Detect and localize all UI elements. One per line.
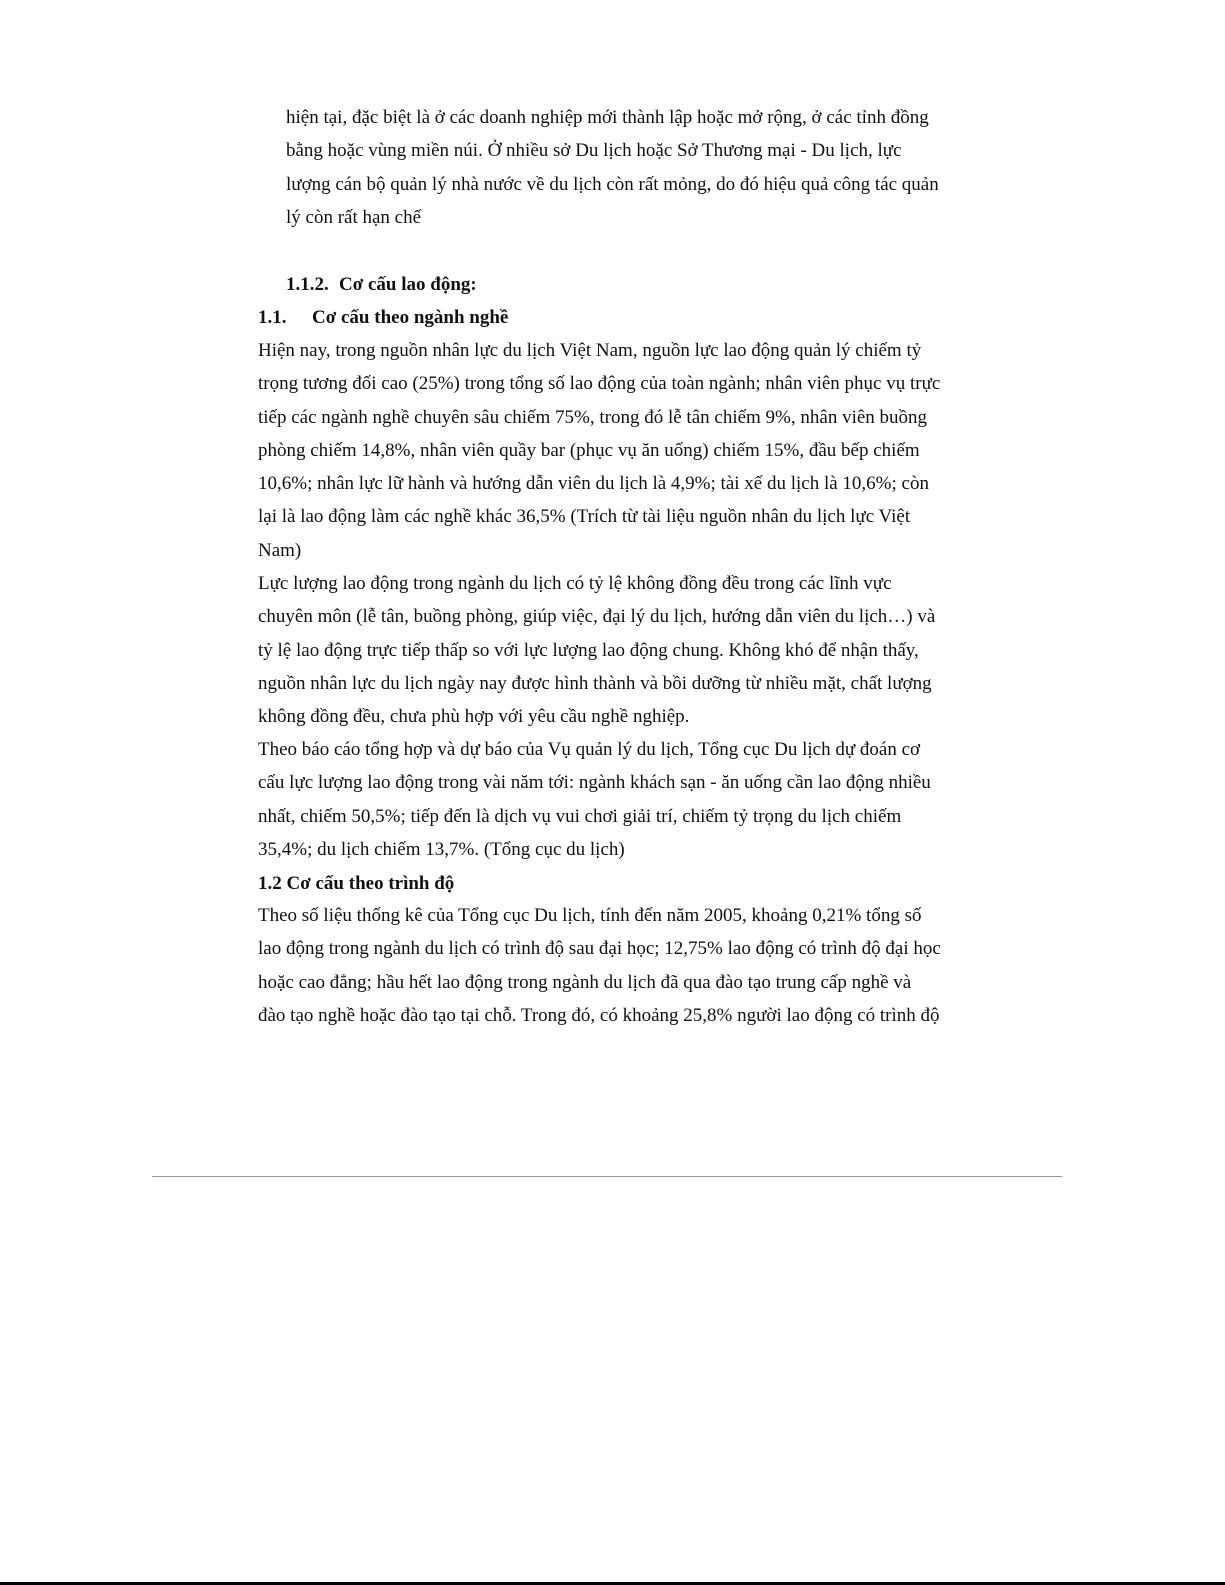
text-line: Nam) xyxy=(258,539,302,561)
text-line: Hiện nay, trong nguồn nhân lực du lịch Việt Nam, nguồn lực lao động quản lý chiếm tỷ xyxy=(258,340,922,361)
text-line: nguồn nhân lực du lịch ngày nay được hình thành và bồi dưỡng từ nhiều mặt, chất lượng xyxy=(258,672,932,694)
text-line: Theo số liệu thống kê của Tổng cục Du lịch, tính đến năm 2005, khoảng 0,21% tổng số xyxy=(258,905,922,926)
text-line: hoặc cao đẳng; hầu hết lao động trong ngành du lịch đã qua đào tạo trung cấp nghề và xyxy=(258,971,912,993)
text-line: nhất, chiếm 50,5%; tiếp đến là dịch vụ vui chơi giải trí, chiếm tỷ trọng du lịch chiếm xyxy=(258,805,902,827)
section-title: 1.2 Cơ cấu theo trình độ xyxy=(258,873,455,894)
footnote-divider xyxy=(152,1176,1062,1177)
text-line: lượng cán bộ quản lý nhà nước về du lịch còn rất mỏng, do đó hiệu quả công tác quản xyxy=(286,173,939,195)
body-paragraph xyxy=(258,733,931,866)
section-number: 1.1.2. xyxy=(286,274,329,295)
text-line: bằng hoặc vùng miền núi. Ở nhiều sở Du lịch hoặc Sở Thương mại - Du lịch, lực xyxy=(286,140,902,162)
body-paragraph xyxy=(258,334,940,567)
text-line: 10,6%; nhân lực lữ hành và hướng dẫn viên du lịch là 4,9%; tài xế du lịch là 10,6%; còn xyxy=(258,473,929,495)
text-line: tiếp các ngành nghề chuyên sâu chiếm 75%, trong đó lễ tân chiếm 9%, nhân viên buồng xyxy=(258,406,928,428)
text-line: không đồng đều, chưa phù hợp với yêu cầu nghề nghiệp. xyxy=(258,706,690,728)
section-title: Cơ cấu lao động: xyxy=(339,274,477,295)
text-line: trọng tương đối cao (25%) trong tổng số lao động của toàn ngành; nhân viên phục vụ trực xyxy=(258,373,941,395)
text-line: tỷ lệ lao động trực tiếp thấp so với lực lượng lao động chung. Không khó để nhận thấy, xyxy=(258,639,919,661)
section-heading-1-1-2 xyxy=(286,274,477,296)
text-line: lại là lao động làm các nghề khác 36,5% (Trích từ tài liệu nguồn nhân du lịch lực Việt xyxy=(258,506,911,528)
section-heading-1-1 xyxy=(258,307,508,329)
body-paragraph xyxy=(258,567,935,733)
text-line: chuyên môn (lễ tân, buồng phòng, giúp việc, đại lý du lịch, hướng dẫn viên du lịch…) và xyxy=(258,606,936,628)
text-line: Theo báo cáo tổng hợp và dự báo của Vụ quản lý du lịch, Tổng cục Du lịch dự đoán cơ xyxy=(258,739,921,760)
section-number: 1.1. xyxy=(258,307,287,328)
body-paragraph xyxy=(258,899,941,1032)
text-line: lao động trong ngành du lịch có trình độ sau đại học; 12,75% lao động có trình độ đại học xyxy=(258,938,941,960)
section-title: Cơ cấu theo ngành nghề xyxy=(312,307,509,328)
text-line: cấu lực lượng lao động trong vài năm tới: ngành khách sạn - ăn uống cần lao động nhiều xyxy=(258,772,931,794)
text-line: Lực lượng lao động trong ngành du lịch có tỷ lệ không đồng đều trong các lĩnh vực xyxy=(258,573,892,594)
text-line: phòng chiếm 14,8%, nhân viên quầy bar (phục vụ ăn uống) chiếm 15%, đầu bếp chiếm xyxy=(258,439,920,461)
text-line: hiện tại, đặc biệt là ở các doanh nghiệp mới thành lập hoặc mở rộng, ở các tỉnh đồng xyxy=(286,107,929,128)
text-line: lý còn rất hạn chế xyxy=(286,206,422,228)
intro-paragraph xyxy=(286,101,939,234)
text-line: đào tạo nghề hoặc đào tạo tại chỗ. Trong đó, có khoảng 25,8% người lao động có trình độ xyxy=(258,1004,940,1026)
text-line: 35,4%; du lịch chiếm 13,7%. (Tổng cục du lịch) xyxy=(258,838,625,860)
section-heading-1-2 xyxy=(258,873,454,895)
